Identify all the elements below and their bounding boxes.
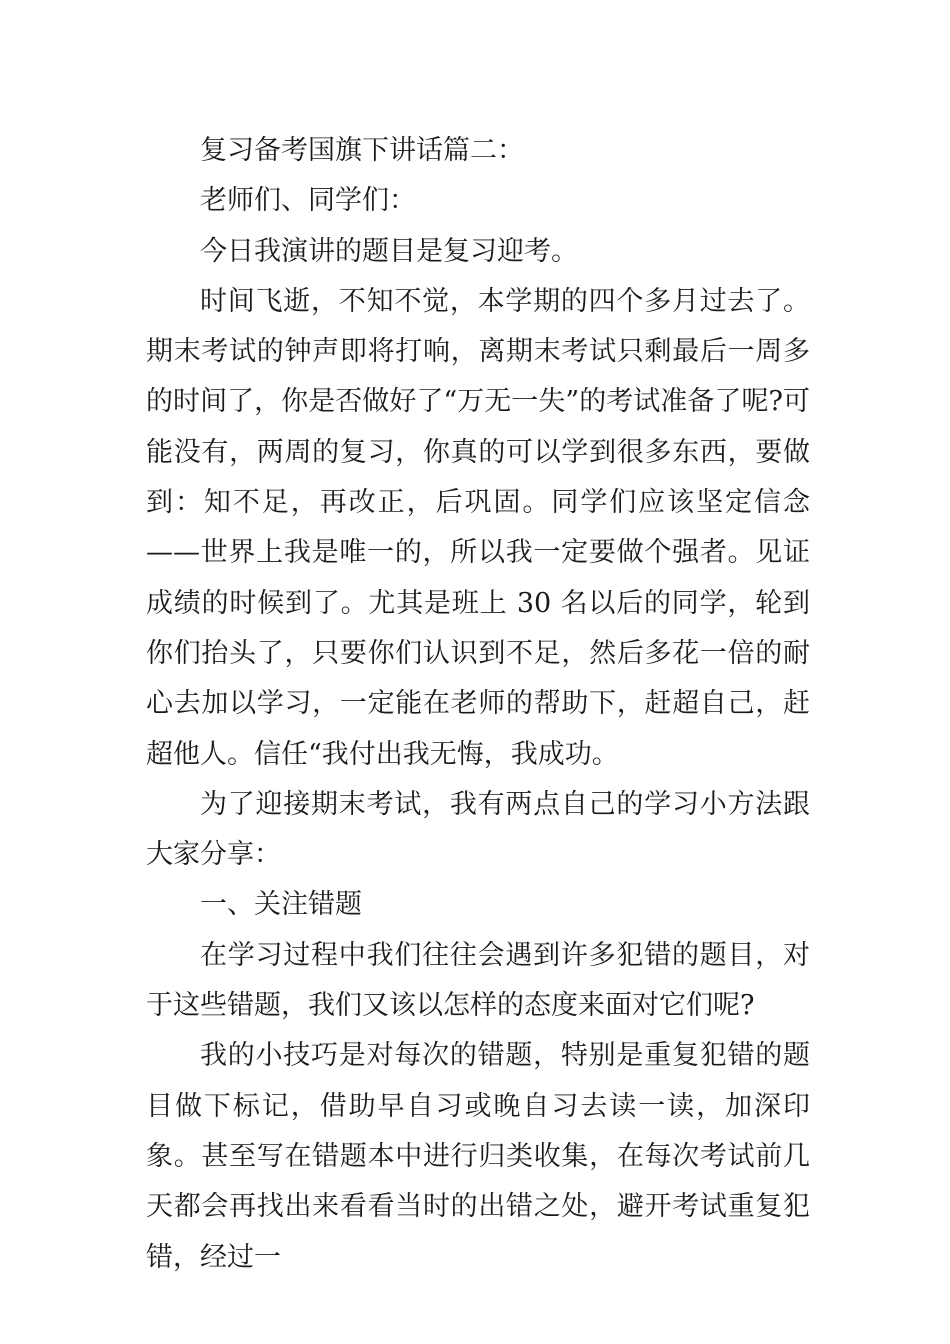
body-paragraph: 我的小技巧是对每次的错题，特别是重复犯错的题目做下标记，借助早自习或晚自习去读一读，加深印象。甚至写在错题本中进行归类收集，在每次考试前几天都会再找出来看看当时的出错之处，避开考试重复犯错，经过一 bbox=[146, 1040, 810, 1273]
document-body bbox=[146, 126, 810, 1283]
salutation: 老师们、同学们： bbox=[200, 185, 416, 217]
subheading: 一、关注错题 bbox=[200, 889, 362, 921]
body-paragraph: 在学习过程中我们往往会遇到许多犯错的题目，对于这些错题，我们又该以怎样的态度来面对它们呢? bbox=[146, 939, 810, 1022]
body-paragraph: 时间飞逝，不知不觉，本学期的四个多月过去了。期末考试的钟声即将打响，离期末考试只剩最后一周多的时间了，你是否做好了“万无一失”的考试准备了呢?可能没有，两周的复习，你真的可以学到很多东西，要做到：知不足，再改正，后巩固。同学们应该坚定信念——世界上我是唯一的，所以我一定要做个强者。见证成绩的时候到了。尤其是班上 30 名以后的同学，轮到你们抬头了，只要你们认识到不足，然后多花一倍的耐心去加以学习，一定能在老师的帮助下，赶超自己，赶超他人。信任“我付出我无悔，我成功。 bbox=[146, 285, 810, 770]
body-paragraph: 为了迎接期末考试，我有两点自己的学习小方法跟大家分享： bbox=[146, 788, 810, 871]
speech-topic: 今日我演讲的题目是复习迎考。 bbox=[200, 235, 578, 267]
section-heading: 复习备考国旗下讲话篇二： bbox=[200, 135, 524, 166]
